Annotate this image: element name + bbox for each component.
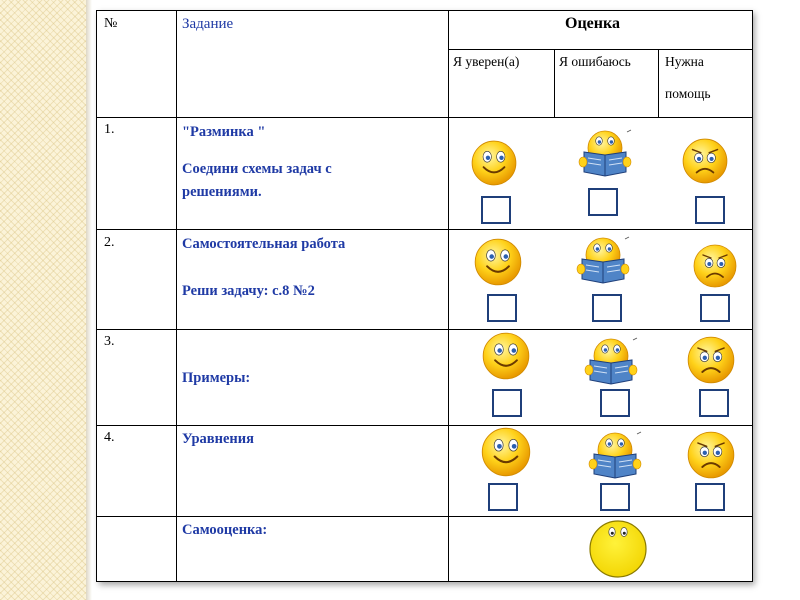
row-2-confident-checkbox[interactable]	[487, 294, 517, 322]
reading-book-smiley-icon	[583, 336, 639, 388]
header-mistake: Я ошибаюсь	[559, 54, 631, 69]
row-4-mistake-checkbox[interactable]	[600, 483, 630, 511]
reading-book-smiley-icon	[575, 235, 631, 287]
row-2-desc: Реши задачу: с.8 №2	[182, 283, 315, 299]
sad-smiley-icon	[692, 243, 738, 289]
row-3-help-checkbox[interactable]	[699, 389, 729, 417]
row-4-confident-checkbox[interactable]	[488, 483, 518, 511]
row-3-title: Примеры:	[182, 370, 251, 386]
row-1-number: 1.	[104, 122, 115, 137]
row-1-confident-checkbox[interactable]	[481, 196, 511, 224]
row-2-number: 2.	[104, 235, 115, 250]
header-confident: Я уверен(а)	[453, 54, 520, 69]
col-divider-task	[448, 10, 449, 582]
row-divider-4	[96, 425, 753, 426]
row-5-title: Самооценка:	[182, 522, 268, 538]
row-divider-2	[96, 229, 753, 230]
yellow-circle-face-icon	[588, 519, 648, 579]
reading-book-smiley-icon	[577, 128, 633, 180]
row-1-desc-line2: решениями.	[182, 184, 262, 200]
col-divider-num	[176, 10, 177, 582]
sad-smiley-icon	[686, 430, 736, 480]
side-pattern-shadow	[86, 0, 92, 600]
row-1-desc-line1: Соедини схемы задач с	[182, 161, 332, 177]
row-3-number: 3.	[104, 334, 115, 349]
header-help-line2: помощь	[665, 86, 711, 101]
sad-smiley-icon	[681, 137, 729, 185]
row-2-help-checkbox[interactable]	[700, 294, 730, 322]
table-border-left	[96, 10, 97, 582]
row-4-number: 4.	[104, 430, 115, 445]
header-task: Задание	[182, 16, 234, 32]
row-4-title: Уравнения	[182, 431, 254, 447]
row-divider-3	[96, 329, 753, 330]
col-divider-confident	[554, 49, 555, 117]
header-grade: Оценка	[565, 15, 620, 32]
header-subdivider	[448, 49, 753, 50]
table-border-top	[96, 10, 753, 11]
happy-smiley-icon	[481, 331, 531, 381]
row-1-title: "Разминка "	[182, 124, 266, 140]
happy-smiley-icon	[470, 139, 518, 187]
row-divider-1	[96, 117, 753, 118]
happy-smiley-icon	[480, 426, 532, 478]
row-1-mistake-checkbox[interactable]	[588, 188, 618, 216]
header-number: №	[104, 16, 118, 31]
table-border-bottom	[96, 581, 753, 582]
row-4-help-checkbox[interactable]	[695, 483, 725, 511]
row-1-help-checkbox[interactable]	[695, 196, 725, 224]
sad-smiley-icon	[686, 335, 736, 385]
header-help-line1: Нужна	[665, 54, 704, 69]
row-2-mistake-checkbox[interactable]	[592, 294, 622, 322]
row-3-mistake-checkbox[interactable]	[600, 389, 630, 417]
reading-book-smiley-icon	[587, 430, 643, 482]
col-divider-mistake	[658, 49, 659, 117]
row-divider-5	[96, 516, 753, 517]
table-border-right	[752, 10, 753, 582]
row-3-confident-checkbox[interactable]	[492, 389, 522, 417]
row-2-title: Самостоятельная работа	[182, 236, 346, 252]
decorative-side-pattern	[0, 0, 86, 600]
happy-smiley-icon	[473, 237, 523, 287]
